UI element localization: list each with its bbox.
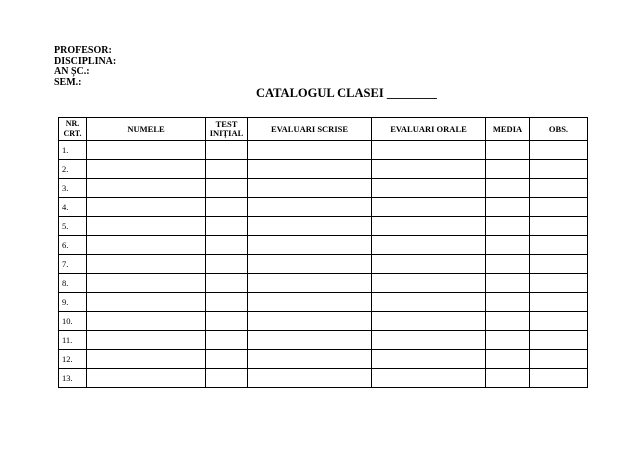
media-cell[interactable] xyxy=(486,217,530,236)
evaluari-orale-cell[interactable] xyxy=(372,312,486,331)
row-number-cell: 11. xyxy=(59,331,87,350)
evaluari-orale-cell[interactable] xyxy=(372,160,486,179)
numele-cell[interactable] xyxy=(87,369,206,388)
evaluari-scrise-cell[interactable] xyxy=(248,293,372,312)
table-row xyxy=(59,293,588,312)
an-scolar-label: AN ȘC.: xyxy=(54,66,90,78)
evaluari-scrise-cell[interactable] xyxy=(248,369,372,388)
row-number-cell: 13. xyxy=(59,369,87,388)
evaluari-orale-cell[interactable] xyxy=(372,350,486,369)
obs-cell[interactable] xyxy=(530,160,588,179)
table-row xyxy=(59,274,588,293)
evaluari-orale-cell[interactable] xyxy=(372,274,486,293)
catalog-table xyxy=(58,117,588,388)
column-header-test-line1: TEST xyxy=(215,119,238,129)
media-cell[interactable] xyxy=(486,160,530,179)
test-initial-cell[interactable] xyxy=(206,350,248,369)
evaluari-orale-cell[interactable] xyxy=(372,198,486,217)
evaluari-orale-cell[interactable] xyxy=(372,369,486,388)
numele-cell[interactable] xyxy=(87,160,206,179)
obs-cell[interactable] xyxy=(530,331,588,350)
table-row xyxy=(59,160,588,179)
page-title: CATALOGUL CLASEI ________ xyxy=(256,86,437,100)
evaluari-scrise-cell[interactable] xyxy=(248,255,372,274)
row-number-cell: 6. xyxy=(59,236,87,255)
table-row xyxy=(59,369,588,388)
table-header-row xyxy=(59,118,588,141)
evaluari-scrise-cell[interactable] xyxy=(248,236,372,255)
evaluari-orale-cell[interactable] xyxy=(372,331,486,350)
column-header-test-line2: INIȚIAL xyxy=(209,128,244,138)
evaluari-scrise-cell[interactable] xyxy=(248,160,372,179)
evaluari-scrise-cell[interactable] xyxy=(248,198,372,217)
semestru-label: SEM.: xyxy=(54,76,82,88)
media-cell[interactable] xyxy=(486,274,530,293)
media-cell[interactable] xyxy=(486,369,530,388)
column-header-nr-line1: NR. xyxy=(65,119,80,128)
evaluari-orale-cell[interactable] xyxy=(372,255,486,274)
evaluari-scrise-cell[interactable] xyxy=(248,274,372,293)
obs-cell[interactable] xyxy=(530,141,588,160)
table-row xyxy=(59,141,588,160)
obs-cell[interactable] xyxy=(530,312,588,331)
table-row xyxy=(59,198,588,217)
media-cell[interactable] xyxy=(486,312,530,331)
column-header-obs: OBS. xyxy=(530,118,588,141)
numele-cell[interactable] xyxy=(87,331,206,350)
table-row xyxy=(59,331,588,350)
obs-cell[interactable] xyxy=(530,179,588,198)
disciplina-label: DISCIPLINA: xyxy=(54,55,117,67)
row-number-cell: 3. xyxy=(59,179,87,198)
test-initial-cell[interactable] xyxy=(206,179,248,198)
table-row xyxy=(59,179,588,198)
evaluari-orale-cell[interactable] xyxy=(372,217,486,236)
row-number-cell: 9. xyxy=(59,293,87,312)
obs-cell[interactable] xyxy=(530,255,588,274)
test-initial-cell[interactable] xyxy=(206,369,248,388)
test-initial-cell[interactable] xyxy=(206,274,248,293)
column-header-media: MEDIA xyxy=(486,118,530,141)
media-cell[interactable] xyxy=(486,255,530,274)
evaluari-orale-cell[interactable] xyxy=(372,141,486,160)
obs-cell[interactable] xyxy=(530,198,588,217)
row-number-cell: 5. xyxy=(59,217,87,236)
row-number-cell: 7. xyxy=(59,255,87,274)
media-cell[interactable] xyxy=(486,236,530,255)
evaluari-scrise-cell[interactable] xyxy=(248,312,372,331)
column-header-evaluari-orale: EVALUARI ORALE xyxy=(372,118,486,141)
table-row xyxy=(59,312,588,331)
media-cell[interactable] xyxy=(486,293,530,312)
numele-cell[interactable] xyxy=(87,350,206,369)
table-row xyxy=(59,255,588,274)
evaluari-scrise-cell[interactable] xyxy=(248,331,372,350)
evaluari-scrise-cell[interactable] xyxy=(248,350,372,369)
obs-cell[interactable] xyxy=(530,274,588,293)
row-number-cell: 10. xyxy=(59,312,87,331)
row-number-cell: 8. xyxy=(59,274,87,293)
table-row xyxy=(59,217,588,236)
column-header-nr-line2: CRT. xyxy=(63,129,82,138)
table-row xyxy=(59,350,588,369)
row-number-cell: 12. xyxy=(59,350,87,369)
evaluari-scrise-cell[interactable] xyxy=(248,179,372,198)
test-initial-cell[interactable] xyxy=(206,198,248,217)
media-cell[interactable] xyxy=(486,179,530,198)
obs-cell[interactable] xyxy=(530,217,588,236)
media-cell[interactable] xyxy=(486,141,530,160)
media-cell[interactable] xyxy=(486,198,530,217)
evaluari-scrise-cell[interactable] xyxy=(248,141,372,160)
obs-cell[interactable] xyxy=(530,293,588,312)
column-header-test-initial xyxy=(206,118,248,141)
media-cell[interactable] xyxy=(486,331,530,350)
numele-cell[interactable] xyxy=(87,179,206,198)
profesor-label: PROFESOR: xyxy=(54,45,112,56)
test-initial-cell[interactable] xyxy=(206,236,248,255)
numele-cell[interactable] xyxy=(87,236,206,255)
test-initial-cell[interactable] xyxy=(206,141,248,160)
numele-cell[interactable] xyxy=(87,255,206,274)
test-initial-cell[interactable] xyxy=(206,160,248,179)
column-header-nr-crt xyxy=(59,118,87,141)
numele-cell[interactable] xyxy=(87,198,206,217)
test-initial-cell[interactable] xyxy=(206,312,248,331)
row-number-cell: 4. xyxy=(59,198,87,217)
test-initial-cell[interactable] xyxy=(206,217,248,236)
header-block xyxy=(54,46,116,88)
evaluari-scrise-cell[interactable] xyxy=(248,217,372,236)
numele-cell[interactable] xyxy=(87,141,206,160)
obs-cell[interactable] xyxy=(530,350,588,369)
obs-cell[interactable] xyxy=(530,236,588,255)
column-header-evaluari-scrise: EVALUARI SCRISE xyxy=(248,118,372,141)
evaluari-orale-cell[interactable] xyxy=(372,179,486,198)
test-initial-cell[interactable] xyxy=(206,293,248,312)
test-initial-cell[interactable] xyxy=(206,331,248,350)
row-number-cell: 1. xyxy=(59,141,87,160)
evaluari-orale-cell[interactable] xyxy=(372,236,486,255)
obs-cell[interactable] xyxy=(530,369,588,388)
numele-cell[interactable] xyxy=(87,312,206,331)
numele-cell[interactable] xyxy=(87,217,206,236)
table-row xyxy=(59,236,588,255)
row-number-cell: 2. xyxy=(59,160,87,179)
test-initial-cell[interactable] xyxy=(206,255,248,274)
column-header-numele: NUMELE xyxy=(87,118,206,141)
numele-cell[interactable] xyxy=(87,274,206,293)
numele-cell[interactable] xyxy=(87,293,206,312)
evaluari-orale-cell[interactable] xyxy=(372,293,486,312)
media-cell[interactable] xyxy=(486,350,530,369)
